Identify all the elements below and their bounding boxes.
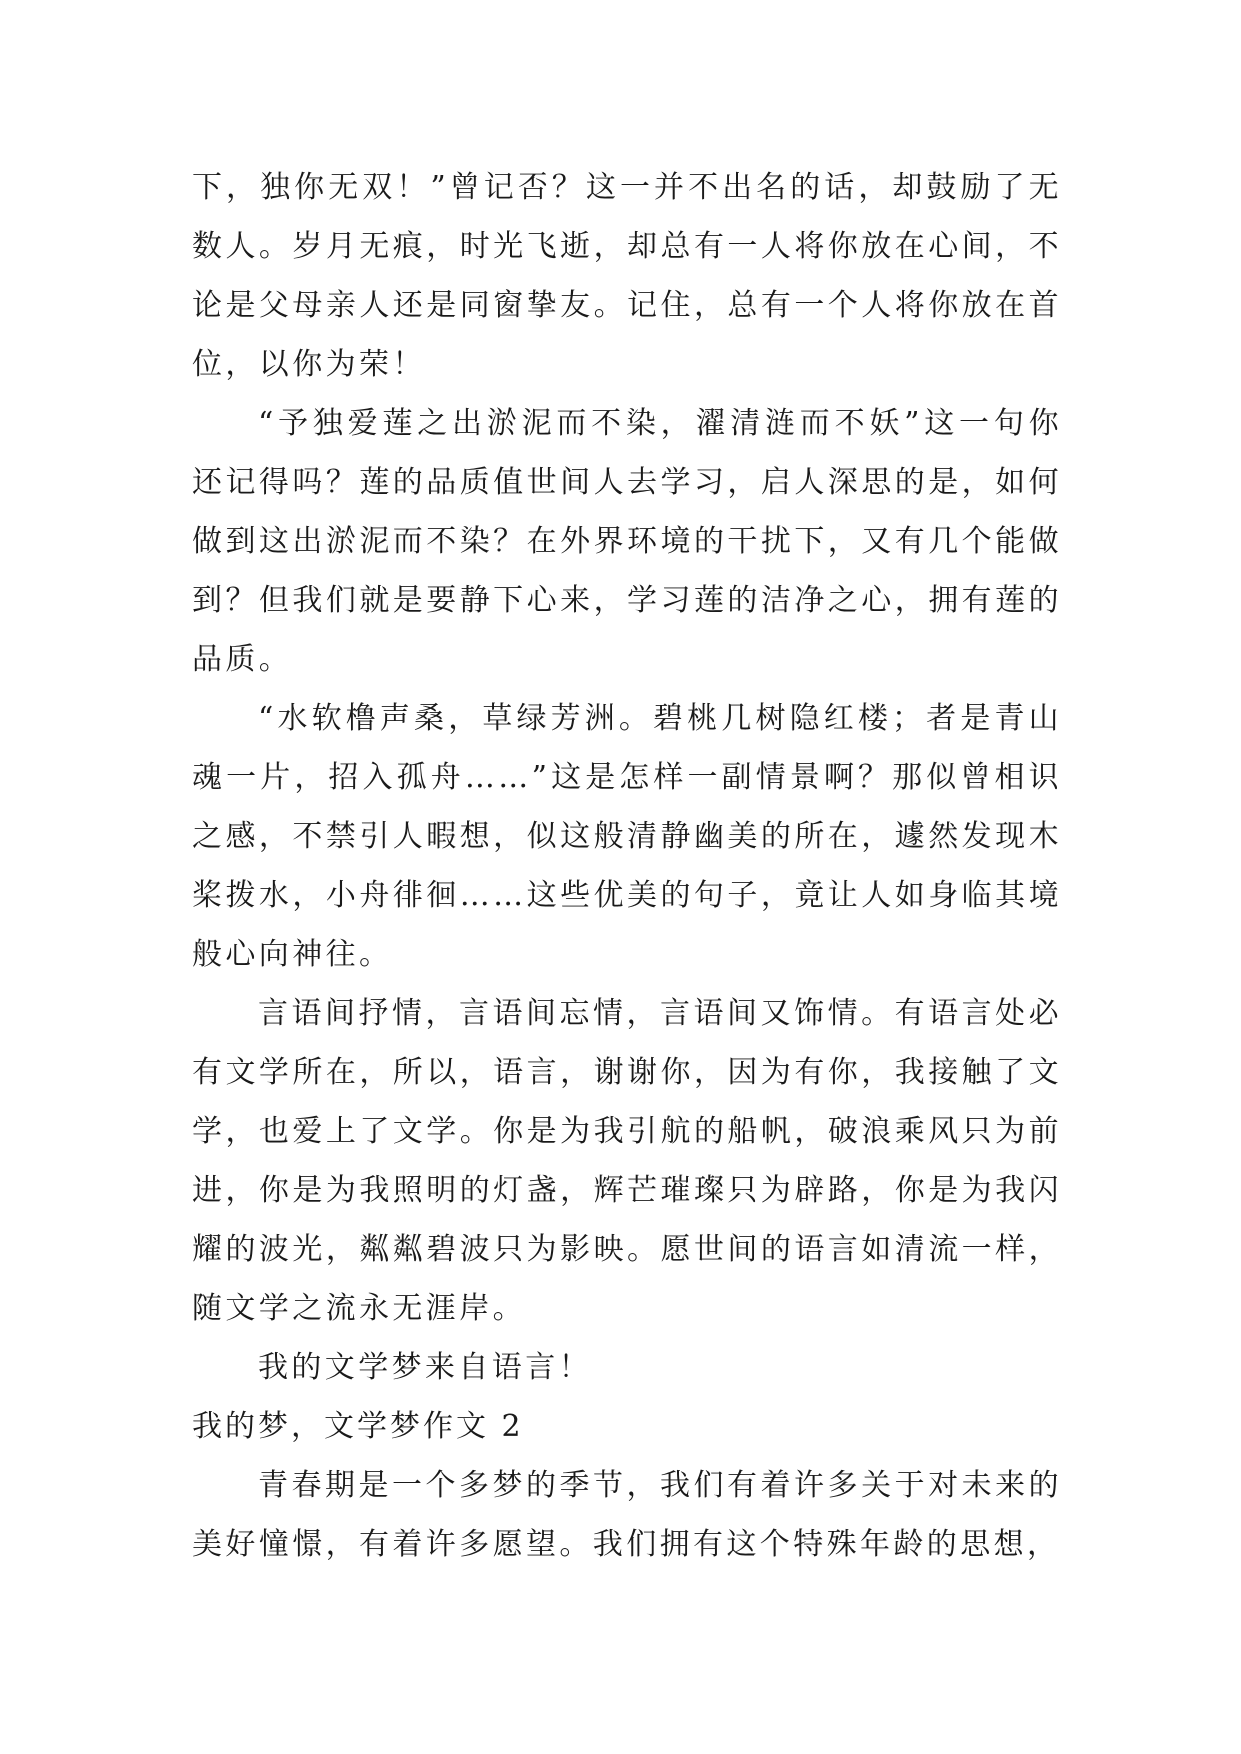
paragraph-5: 我的文学梦来自语言！ (258, 1350, 592, 1385)
paragraph-1: 下，独你无双！”曾记否？这一并不出名的话，却鼓励了无数人。岁月无痕，时光飞逝，却总有一人将你放在心间，不论是父母亲人还是同窗挚友。记住，总有一个人将你放在首位，以你为荣！ (192, 170, 1062, 382)
paragraph-3: “水软橹声桑，草绿芳洲。碧桃几树隐红楼；者是青山魂一片，招入孤舟……”这是怎样一副情景啊？那似曾相识之感，不禁引人暇想，似这般清静幽美的所在，遽然发现木桨拨水，小舟徘徊……这些优美的句子，竟让人如身临其境般心向神往。 (192, 701, 1062, 972)
paragraph-2: “予独爱莲之出淤泥而不染，濯清涟而不妖”这一句你还记得吗？莲的品质值世间人去学习，启人深思的是，如何做到这出淤泥而不染？在外界环境的干扰下，又有几个能做到？但我们就是要静下心来，学习莲的洁净之心，拥有莲的品质。 (192, 406, 1062, 677)
section-heading: 我的梦，文学梦作文 2 (192, 1409, 524, 1444)
paragraph-6: 青春期是一个多梦的季节，我们有着许多关于对未来的美好憧憬，有着许多愿望。我们拥有这个特殊年龄的思想， (192, 1468, 1062, 1562)
paragraph-4: 言语间抒情，言语间忘情，言语间又饰情。有语言处必有文学所在，所以，语言，谢谢你，因为有你，我接触了文学，也爱上了文学。你是为我引航的船帆，破浪乘风只为前进，你是为我照明的灯盏，辉芒璀璨只为辟路，你是为我闪耀的波光，粼粼碧波只为影映。愿世间的语言如清流一样，随文学之流永无涯岸。 (192, 996, 1062, 1326)
document-body (192, 158, 1062, 1574)
